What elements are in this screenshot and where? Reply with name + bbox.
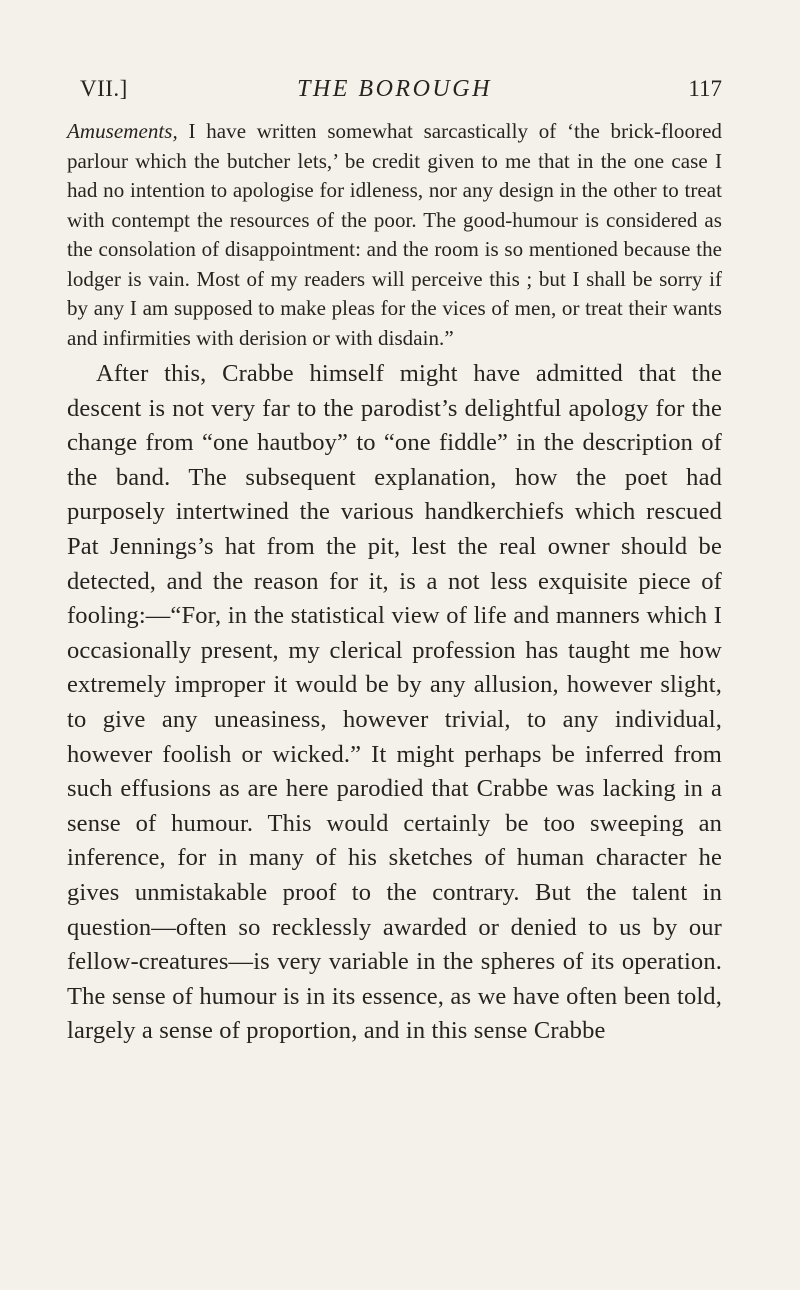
running-title: THE BOROUGH (297, 76, 492, 102)
quote-text: I have written somewhat sarcastically of ‘the brick-floored parlour which the butcher lets,’ be credit given to me that in the one case I had no intention to apologise for idleness, nor any design in the other to treat with contempt the resources of the poor. The good-humour is considered as the consolation of disappointment: and the room is so mentioned because the lodger is vain. Most of my readers will perceive this ; but I shall be sorry if by any I am supposed to make pleas for the vices of men, or treat their wants and infirmities with derision or with disdain.” (67, 119, 722, 350)
running-header (67, 74, 722, 110)
quote-lead-word: Amusements, (67, 119, 178, 143)
page-number: 117 (688, 76, 722, 101)
chapter-marker: VII.] (80, 76, 128, 101)
quoted-passage (67, 117, 722, 353)
body-paragraph: After this, Crabbe himself might have admitted that the descent is not very far to the parodist’s delightful apology for the change from “one hautboy” to “one fiddle” in the description of the band. The subsequent explanation, how the poet had purposely intertwined the various handkerchiefs which rescued Pat Jennings’s hat from the pit, lest the real owner should be detected, and the reason for it, is a not less exquisite piece of fooling:—“For, in the statistical view of life and manners which I occasionally present, my clerical profession has taught me how extremely improper it would be by any allusion, however slight, to give any uneasiness, however trivial, to any individual, however foolish or wicked.” It might perhaps be inferred from such effusions as are here parodied that Crabbe was lacking in a sense of humour. This would certainly be too sweeping an inference, for in many of his sketches of human character he gives unmistakable proof to the contrary. But the talent in question—often so recklessly awarded or denied to us by our fellow-creatures—is very variable in the spheres of its operation. The sense of humour is in its essence, as we have often been told, largely a sense of proportion, and in this sense Crabbe (67, 360, 722, 1045)
